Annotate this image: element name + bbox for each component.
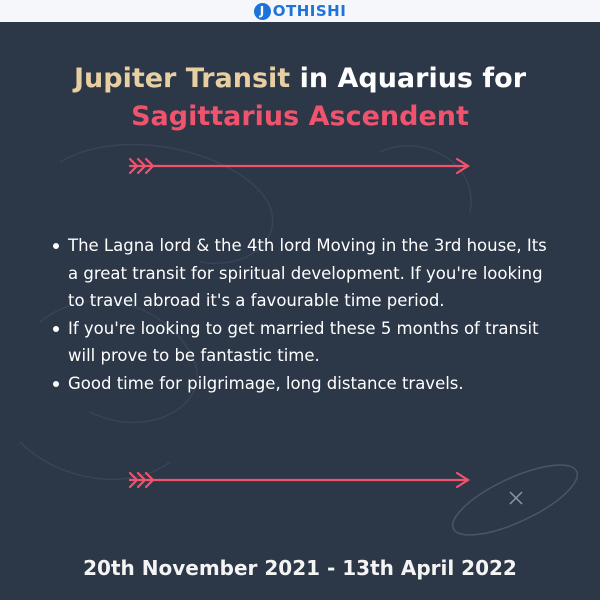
list-item: The Lagna lord & the 4th lord Moving in the 3rd house, Its a great transit for spiritual development. If you're looking to travel abroad it's a favourable time period. xyxy=(50,232,560,315)
logo-text: OTHISHI xyxy=(272,2,347,20)
header-bar xyxy=(0,0,600,22)
title-subline: Sagittarius Ascendent xyxy=(131,101,469,132)
title-highlight: Jupiter Transit xyxy=(73,63,291,94)
arrow-divider-icon xyxy=(126,470,472,490)
jothishi-logo-icon: J xyxy=(254,3,271,20)
title-part: in Aquarius for xyxy=(290,63,527,94)
bullet-list xyxy=(50,232,560,397)
list-item: Good time for pilgrimage, long distance travels. xyxy=(50,370,560,398)
page-title xyxy=(0,60,600,136)
list-item: If you're looking to get married these 5 months of transit will prove to be fantastic time. xyxy=(50,315,560,370)
arrow-divider-icon xyxy=(126,156,472,176)
jothishi-logo[interactable] xyxy=(254,2,347,20)
date-range: 20th November 2021 - 13th April 2022 xyxy=(83,556,517,580)
